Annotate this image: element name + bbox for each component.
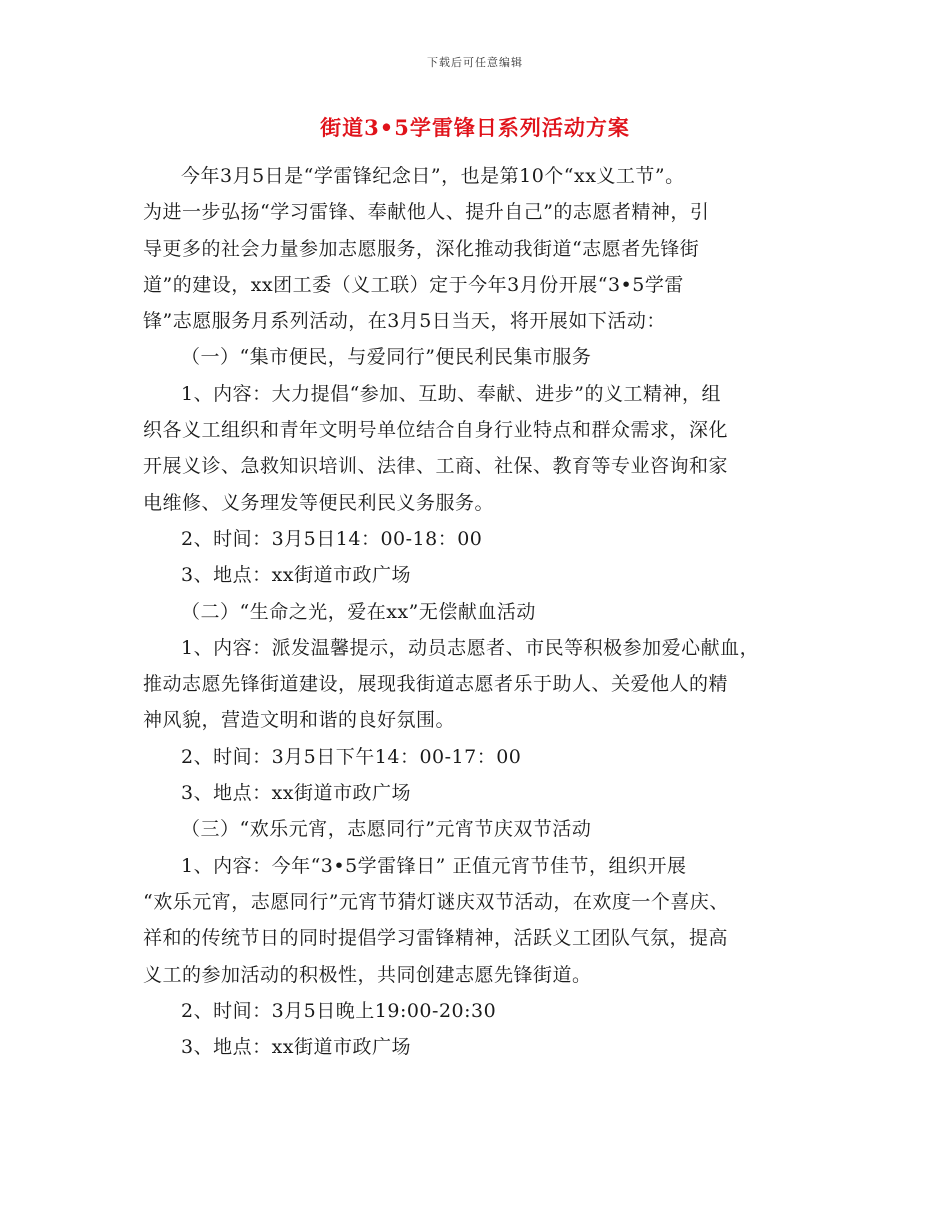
document-title: 街道3•5学雷锋日系列活动方案: [320, 115, 630, 140]
text-line: 3、地点：xx街道市政广场: [181, 782, 412, 805]
header-note: 下载后可任意编辑: [427, 56, 523, 69]
section-heading-2: [143, 594, 811, 630]
text-line: 导更多的社会力量参加志愿服务，深化推动我街道“志愿者先锋街: [143, 237, 700, 260]
text-line: （一）“集市便民，与爱同行”便民利民集市服务: [181, 346, 592, 369]
text-line: 义工的参加活动的积极性，共同创建志愿先锋街道。: [143, 963, 592, 986]
text-line: 推动志愿先锋街道建设，展现我街道志愿者乐于助人、关爱他人的精: [143, 673, 729, 696]
section-3-time: [143, 993, 811, 1029]
text-line: 为进一步弘扬“学习雷锋、奉献他人、提升自己”的志愿者精神，引: [143, 201, 710, 224]
text-line: 3、地点：xx街道市政广场: [181, 564, 412, 587]
text-line: 道”的建设，xx团工委（义工联）定于今年3月份开展“3•5学雷: [143, 273, 684, 296]
text-line: 2、时间：3月5日下午14：00-17：00: [181, 745, 522, 768]
text-line: 1、内容：大力提倡“参加、互助、奉献、进步”的义工精神，组: [181, 382, 722, 405]
text-line: 神风貌，营造文明和谐的良好氛围。: [143, 709, 456, 732]
text-line: 电维修、义务理发等便民利民义务服务。: [143, 491, 495, 514]
intro-paragraph: [143, 158, 811, 339]
text-line: “欢乐元宵，志愿同行”元宵节猜灯谜庆双节活动，在欢度一个喜庆、: [143, 890, 729, 913]
text-line: 1、内容：派发温馨提示，动员志愿者、市民等积极参加爱心献血，: [181, 636, 760, 659]
text-line: 锋”志愿服务月系列活动，在3月5日当天，将开展如下活动：: [143, 310, 666, 333]
text-line: 今年3月5日是“学雷锋纪念日”，也是第10个“xx义工节”。: [181, 165, 685, 187]
section-3-content: [143, 848, 811, 993]
text-line: 1、内容：今年“3•5学雷锋日” 正值元宵节佳节，组织开展: [181, 854, 687, 877]
text-line: （三）“欢乐元宵，志愿同行”元宵节庆双节活动: [181, 818, 592, 841]
section-2-content: [143, 630, 811, 739]
text-line: （二）“生命之光，爱在xx”无偿献血活动: [181, 600, 536, 623]
text-line: 3、地点：xx街道市政广场: [181, 1036, 412, 1059]
section-2-time: [143, 739, 811, 775]
section-heading-1: [143, 339, 811, 375]
section-2-location: [143, 775, 811, 811]
document-body: [143, 158, 811, 1065]
text-line: 织各义工组织和青年文明号单位结合自身行业特点和群众需求，深化: [143, 419, 729, 442]
section-heading-3: [143, 811, 811, 847]
text-line: 开展义诊、急救知识培训、法律、工商、社保、教育等专业咨询和家: [143, 455, 729, 478]
text-line: 2、时间：3月5日晚上19:00-20:30: [181, 999, 497, 1022]
section-1-location: [143, 557, 811, 593]
section-3-location: [143, 1029, 811, 1065]
section-1-content: [143, 376, 811, 521]
section-1-time: [143, 521, 811, 557]
text-line: 祥和的传统节日的同时提倡学习雷锋精神，活跃义工团队气氛，提高: [143, 927, 729, 950]
text-line: 2、时间：3月5日14：00-18：00: [181, 527, 483, 550]
